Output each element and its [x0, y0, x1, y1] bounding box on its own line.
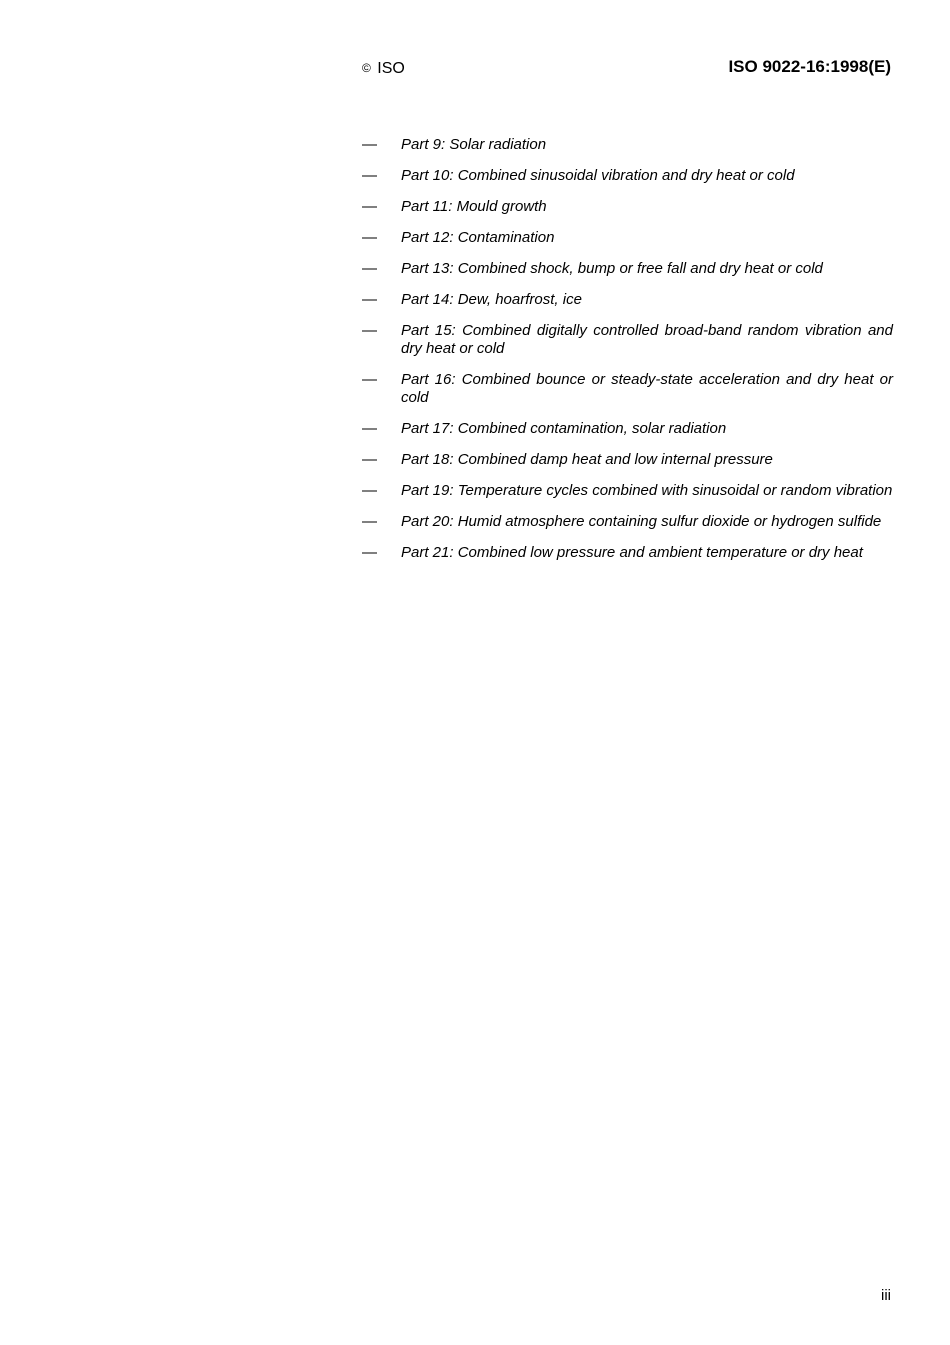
page-number: iii	[881, 1287, 891, 1304]
list-item	[362, 198, 893, 216]
list-dash: —	[362, 513, 377, 530]
list-dash: —	[362, 291, 377, 308]
part-title: Part 10: Combined sinusoidal vibration and dry heat or cold	[401, 167, 795, 184]
parts-list	[362, 136, 893, 575]
list-item	[362, 451, 893, 469]
list-item	[362, 371, 893, 407]
part-title: Part 21: Combined low pressure and ambient temperature or dry heat	[401, 544, 863, 561]
list-item	[362, 513, 893, 531]
part-title: Part 18: Combined damp heat and low internal pressure	[401, 451, 773, 468]
list-dash: —	[362, 322, 377, 339]
part-title: Part 15: Combined digitally controlled broad-band random vibration and dry heat or cold	[401, 322, 893, 357]
list-item	[362, 291, 893, 309]
list-dash: —	[362, 136, 377, 153]
part-title: Part 16: Combined bounce or steady-state acceleration and dry heat or cold	[401, 371, 893, 406]
part-title: Part 17: Combined contamination, solar radiation	[401, 420, 727, 437]
list-dash: —	[362, 371, 377, 388]
list-dash: —	[362, 167, 377, 184]
part-title: Part 20: Humid atmosphere containing sulfur dioxide or hydrogen sulfide	[401, 513, 882, 530]
copyright-symbol: ©	[362, 61, 371, 75]
list-dash: —	[362, 544, 377, 561]
list-item	[362, 229, 893, 247]
list-item	[362, 482, 893, 500]
part-title: Part 11: Mould growth	[401, 198, 547, 215]
part-title: Part 9: Solar radiation	[401, 136, 547, 153]
list-item	[362, 544, 893, 562]
list-dash: —	[362, 482, 377, 499]
list-item	[362, 420, 893, 438]
header-copyright	[362, 58, 405, 79]
part-title: Part 13: Combined shock, bump or free fall and dry heat or cold	[401, 260, 823, 277]
list-item	[362, 167, 893, 185]
part-title: Part 14: Dew, hoarfrost, ice	[401, 291, 582, 308]
list-item	[362, 260, 893, 278]
list-dash: —	[362, 420, 377, 437]
document-id: ISO 9022-16:1998(E)	[728, 57, 891, 76]
list-item	[362, 136, 893, 154]
copyright-owner: ISO	[377, 60, 405, 77]
list-dash: —	[362, 451, 377, 468]
part-title: Part 19: Temperature cycles combined with sinusoidal or random vibration	[401, 482, 893, 499]
list-dash: —	[362, 229, 377, 246]
list-dash: —	[362, 260, 377, 277]
part-title: Part 12: Contamination	[401, 229, 555, 246]
list-dash: —	[362, 198, 377, 215]
list-item	[362, 322, 893, 358]
